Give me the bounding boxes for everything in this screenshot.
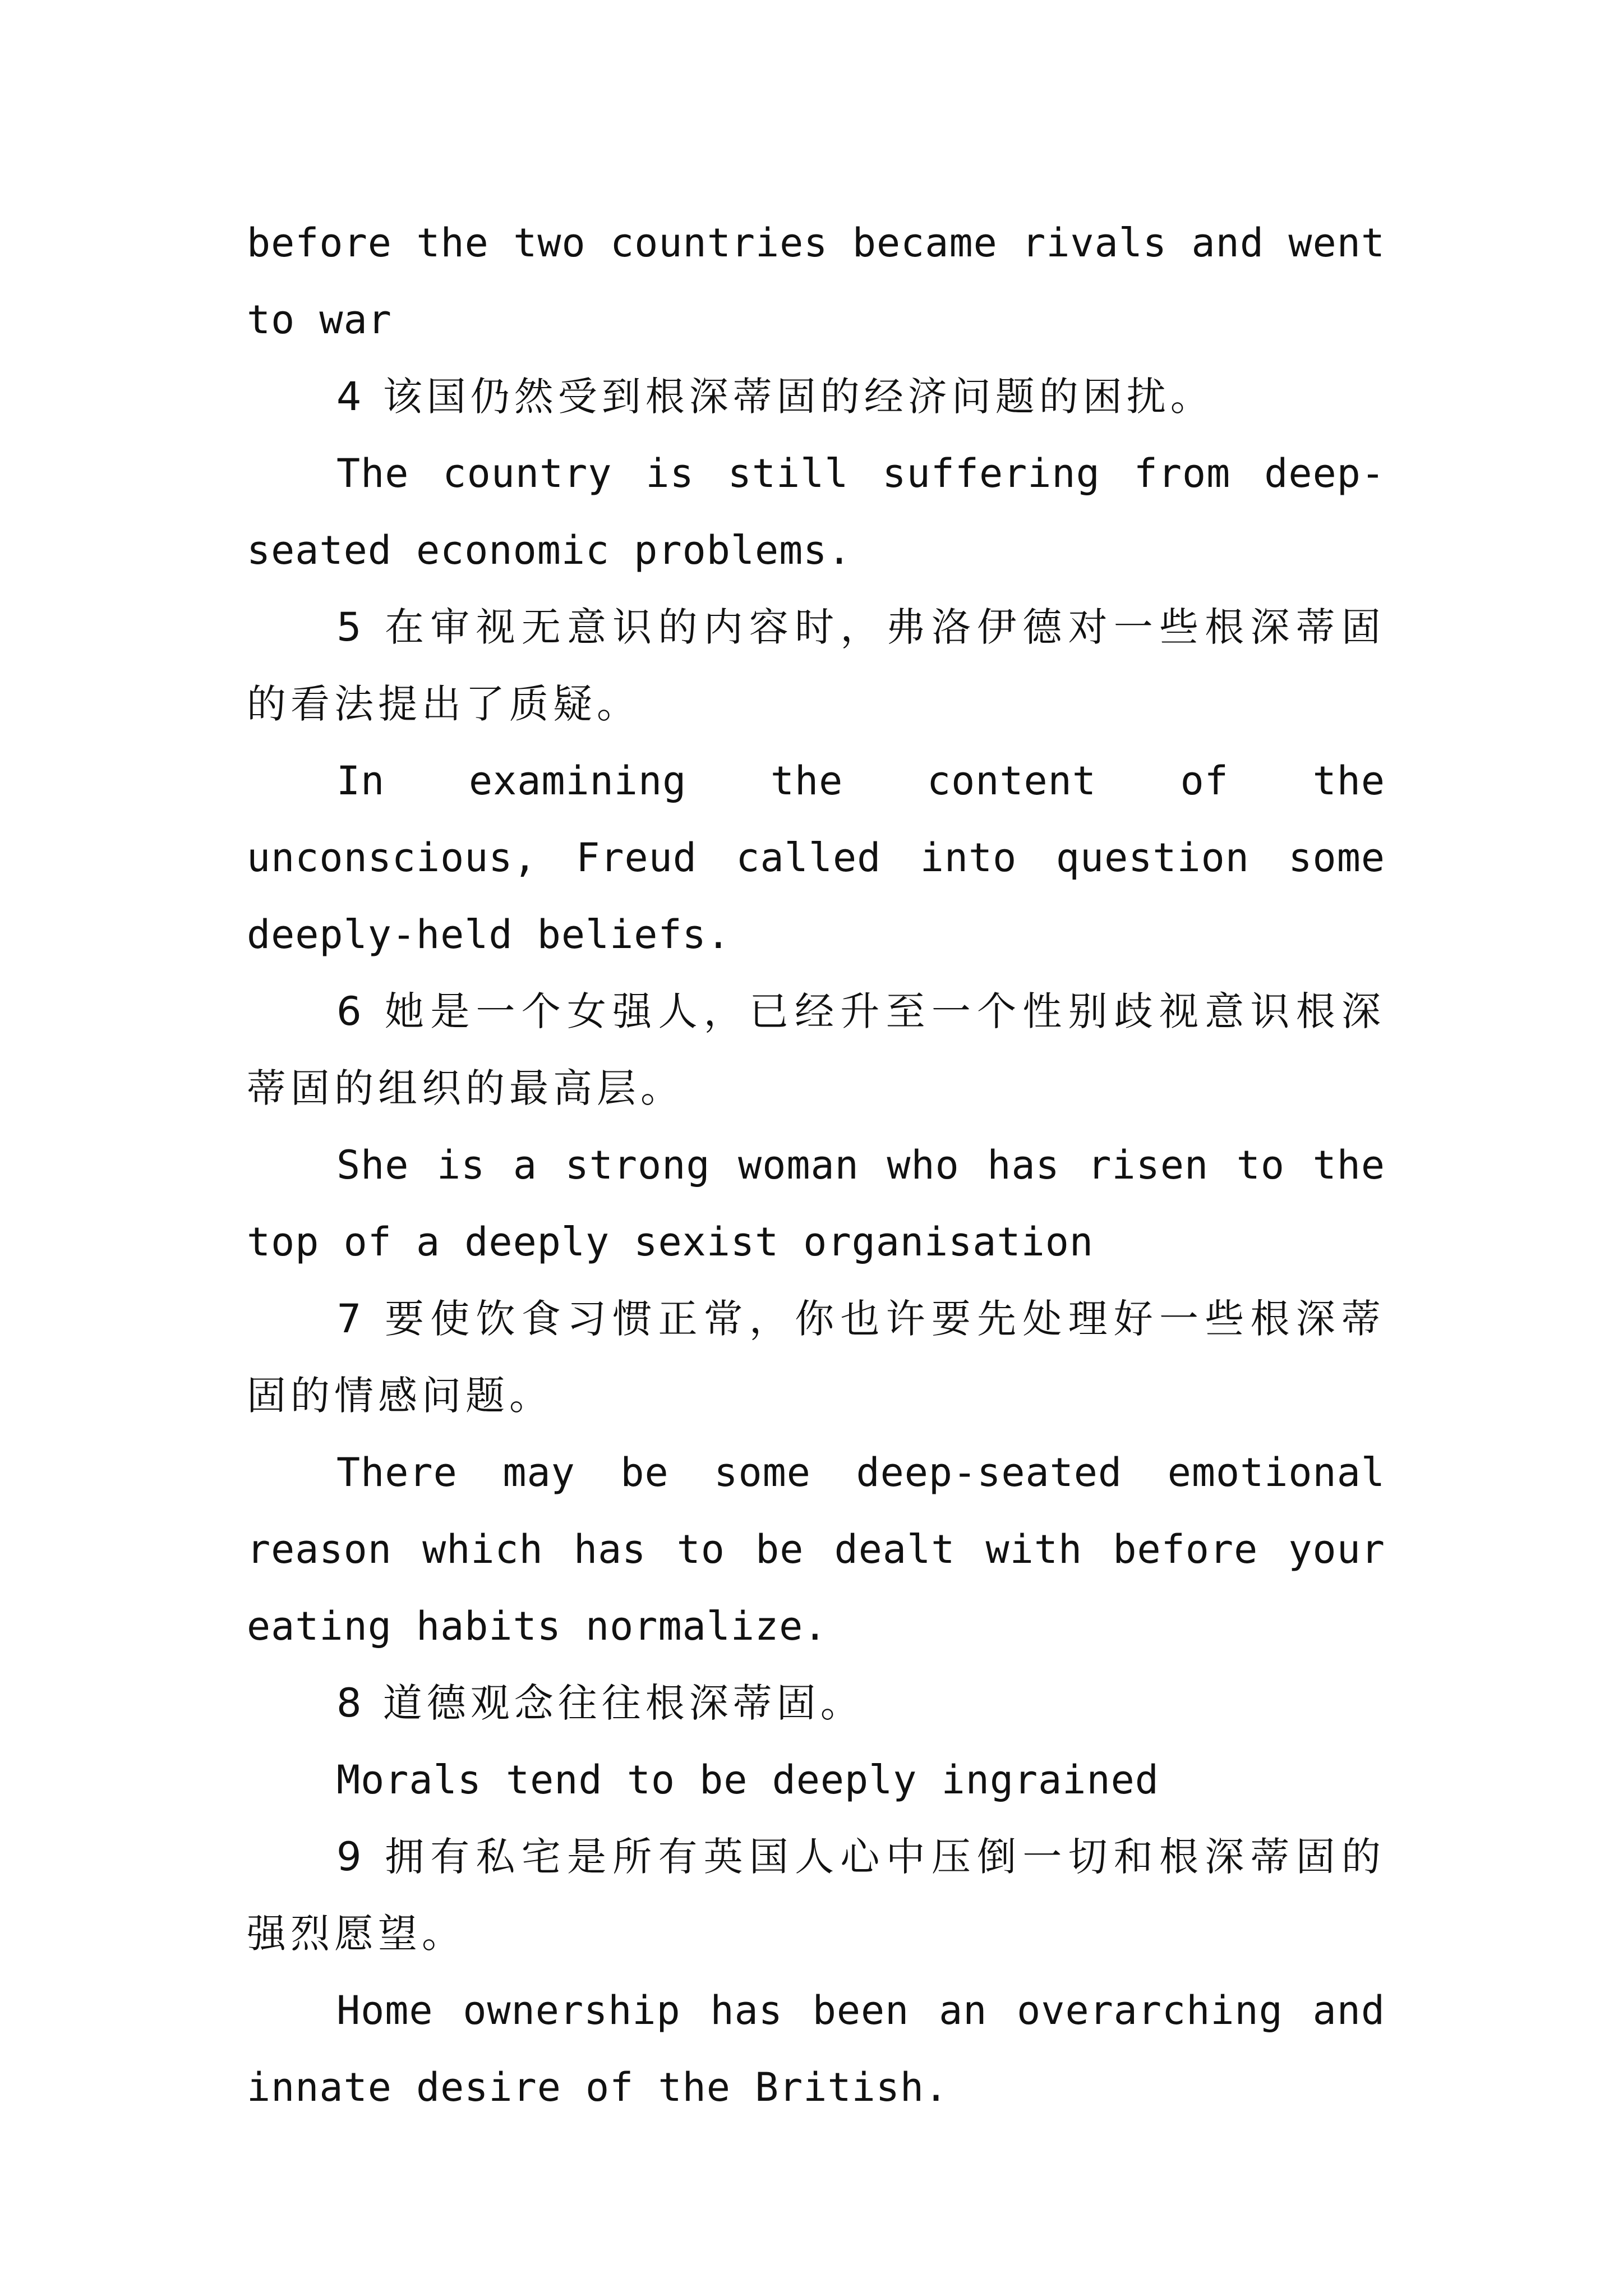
document-body bbox=[247, 205, 1385, 2126]
paragraph-english-8: Morals tend to be deeply ingrained bbox=[336, 1757, 1159, 1803]
paragraph-english-6: She is a strong woman who has risen to the top of a deeply sexist organisation bbox=[247, 1142, 1385, 1265]
paragraph-chinese-6: 6 她是一个女强人，已经升至一个性别歧视意识根深蒂固的组织的最高层。 bbox=[247, 988, 1385, 1111]
paragraph-english-4: The country is still suffering from deep-seated economic problems. bbox=[247, 450, 1385, 573]
paragraph-chinese-7: 7 要使饮食习惯正常，你也许要先处理好一些根深蒂固的情感问题。 bbox=[247, 1296, 1385, 1419]
paragraph-chinese-8: 8 道德观念往往根深蒂固。 bbox=[336, 1680, 864, 1726]
paragraph-chinese-5: 5 在审视无意识的内容时，弗洛伊德对一些根深蒂固的看法提出了质疑。 bbox=[247, 604, 1385, 727]
paragraph-chinese-9: 9 拥有私宅是所有英国人心中压倒一切和根深蒂固的强烈愿望。 bbox=[247, 1834, 1385, 1957]
paragraph-english-5: In examining the content of the unconscious, Freud called into question some deeply-held beliefs. bbox=[247, 758, 1385, 958]
paragraph-chinese-4: 4 该国仍然受到根深蒂固的经济问题的困扰。 bbox=[336, 374, 1214, 420]
paragraph-english-continuation: before the two countries became rivals and went to war bbox=[247, 220, 1385, 343]
paragraph-english-9: Home ownership has been an overarching and innate desire of the British. bbox=[247, 1987, 1385, 2110]
paragraph-english-7: There may be some deep-seated emotional reason which has to be dealt with before your eating habits normalize. bbox=[247, 1450, 1385, 1649]
